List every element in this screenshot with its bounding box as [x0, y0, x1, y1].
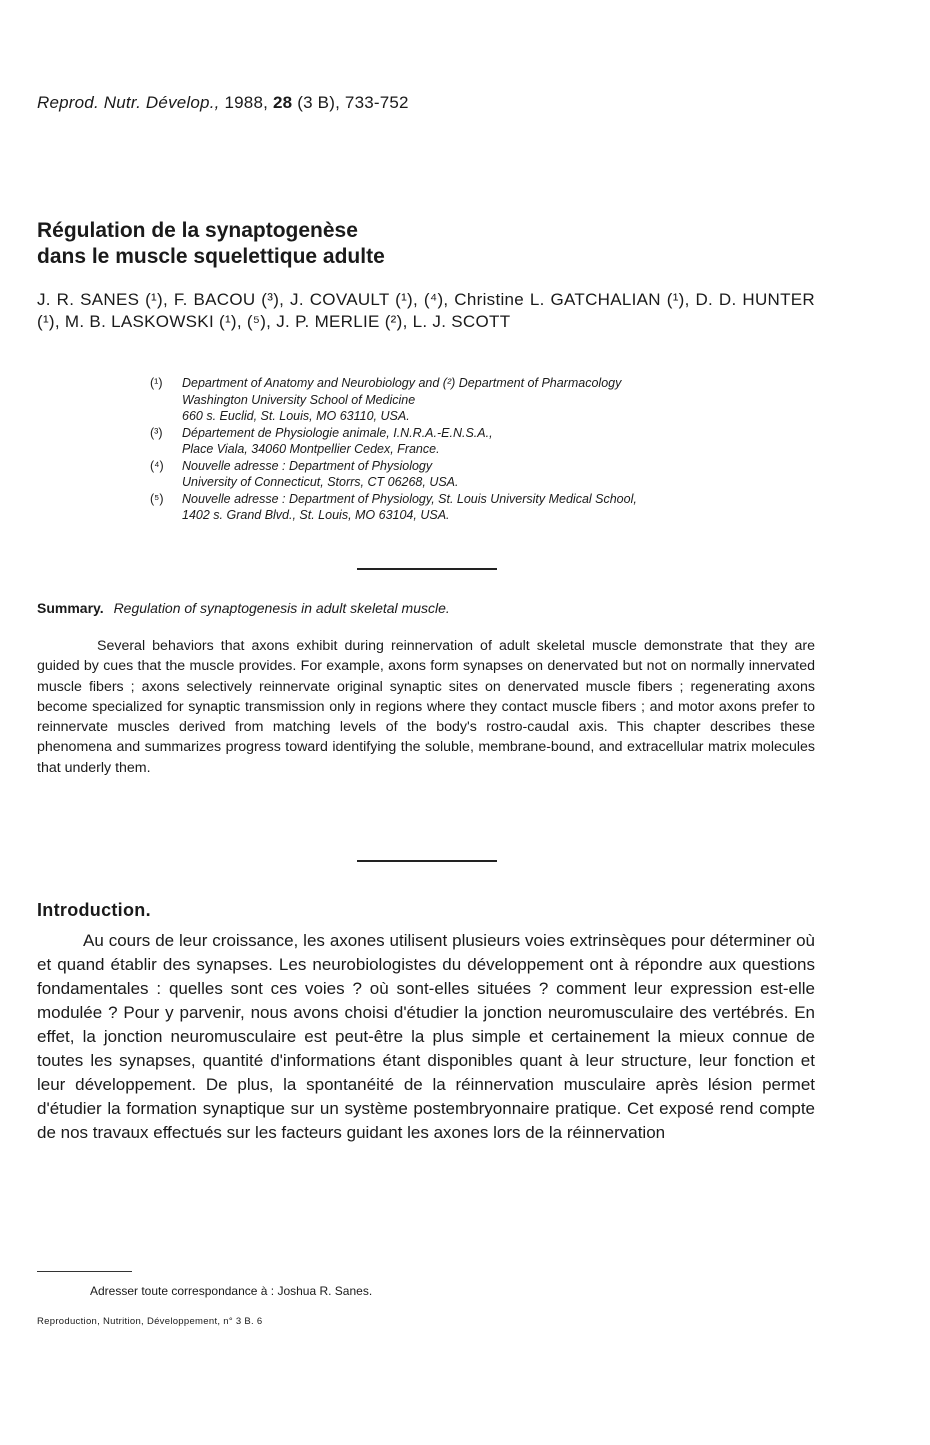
affiliation-3: [150, 425, 830, 458]
summary-heading-line: [37, 600, 815, 616]
affiliation-line: 660 s. Euclid, St. Louis, MO 63110, USA.: [182, 409, 410, 423]
page-footer: Reproduction, Nutrition, Développement, n° 3 B. 6: [37, 1316, 263, 1327]
journal-issue-pages: (3 B), 733-752: [297, 93, 409, 112]
section-divider: [357, 568, 497, 570]
introduction-heading: Introduction.: [37, 900, 151, 920]
summary-title: Regulation of synaptogenesis in adult skeletal muscle.: [113, 600, 450, 616]
introduction-text: Au cours de leur croissance, les axones utilisent plusieurs voies extrinsèques pour déterminer où et quand établir des synapses. Les neurobiologistes du développement ont à répondre aux questions fondamentales : quelles sont ces voies ? où sont-elles situées ? comment leur expression est-elle modulée ? Pour y parvenir, nous avons choisi d'étudier la jonction neuromusculaire des vertébrés. En effet, la jonction neuromusculaire est peut-être la plus simple et certainement la mieux connue de toutes les synapses, quantité d'informations étant disponibles quant à leur structure, leur fonction et leur développement. De plus, la spontanéité de la réinnervation musculaire après lésion permet d'étudier la formation synaptique sur un système postembryonnaire pratique. Cet exposé rend compte de nos travaux effectués sur les facteurs guidant les axones lors de la réinnervation: [37, 931, 815, 1142]
affiliation-line: Washington University School of Medicine: [182, 392, 416, 407]
summary-heading: Summary.: [37, 600, 104, 616]
affiliation-number: (¹): [150, 376, 163, 390]
journal-year: 1988,: [224, 93, 269, 112]
footnote-divider: [37, 1271, 132, 1272]
affiliation-line: Nouvelle adresse : Department of Physiology: [182, 458, 433, 473]
affiliation-4: [150, 458, 830, 491]
affiliation-number: (⁴): [150, 458, 164, 473]
section-divider: [357, 860, 497, 862]
journal-volume: 28: [272, 93, 293, 112]
summary-text: Several behaviors that axons exhibit during reinnervation of adult skeletal muscle demonstrate that they are guided by cues that the muscle provides. For example, axons form synapses on denervated but not on normally innervated muscle fibers ; axons selectively reinnervate original synaptic sites on denervated muscle fibers ; regenerating axons become specialized for synaptic transmission only in regions where they contact muscle fibers ; and motor axons prefer to reinnervate muscles derived from matching levels of the body's rostro-caudal axis. This chapter describes these phenomena and summarizes progress toward identifying the soluble, membrane-bound, and extracellular matrix molecules that underly them.: [37, 638, 815, 776]
journal-name: Reprod. Nutr. Dévelop.,: [37, 93, 220, 112]
affiliation-line: Department of Anatomy and Neurobiology and (²) Department of Pharmacology: [182, 376, 622, 390]
author-list: J. R. SANES (¹), F. BACOU (³), J. COVAULT (¹), (⁴), Christine L. GATCHALIAN (¹), D. D. HUNTER (¹), M. B. LASKOWSKI (¹), (⁵), J. P. MERLIE (²), L. J. SCOTT: [37, 290, 815, 331]
affiliation-number: (⁵): [150, 491, 164, 506]
affiliation-line: Place Viala, 34060 Montpellier Cedex, France.: [182, 442, 440, 456]
affiliation-line: 1402 s. Grand Blvd., St. Louis, MO 63104, USA.: [182, 508, 450, 522]
affiliation-1: [150, 375, 830, 425]
affiliation-line: Département de Physiologie animale, I.N.R.A.-E.N.S.A.,: [182, 425, 493, 440]
affiliation-number: (³): [150, 425, 163, 440]
correspondence-footnote: Adresser toute correspondance à : Joshua R. Sanes.: [90, 1284, 373, 1298]
affiliations: [150, 375, 830, 524]
title-line-2: dans le muscle squelettique adulte: [37, 245, 385, 268]
title-line-1: Régulation de la synaptogenèse: [37, 219, 358, 242]
journal-citation: [37, 93, 409, 113]
affiliation-line: University of Connecticut, Storrs, CT 06268, USA.: [182, 475, 459, 489]
affiliation-line: Nouvelle adresse : Department of Physiology, St. Louis University Medical School,: [182, 491, 637, 506]
article-title: [37, 218, 837, 270]
affiliation-5: [150, 491, 830, 524]
